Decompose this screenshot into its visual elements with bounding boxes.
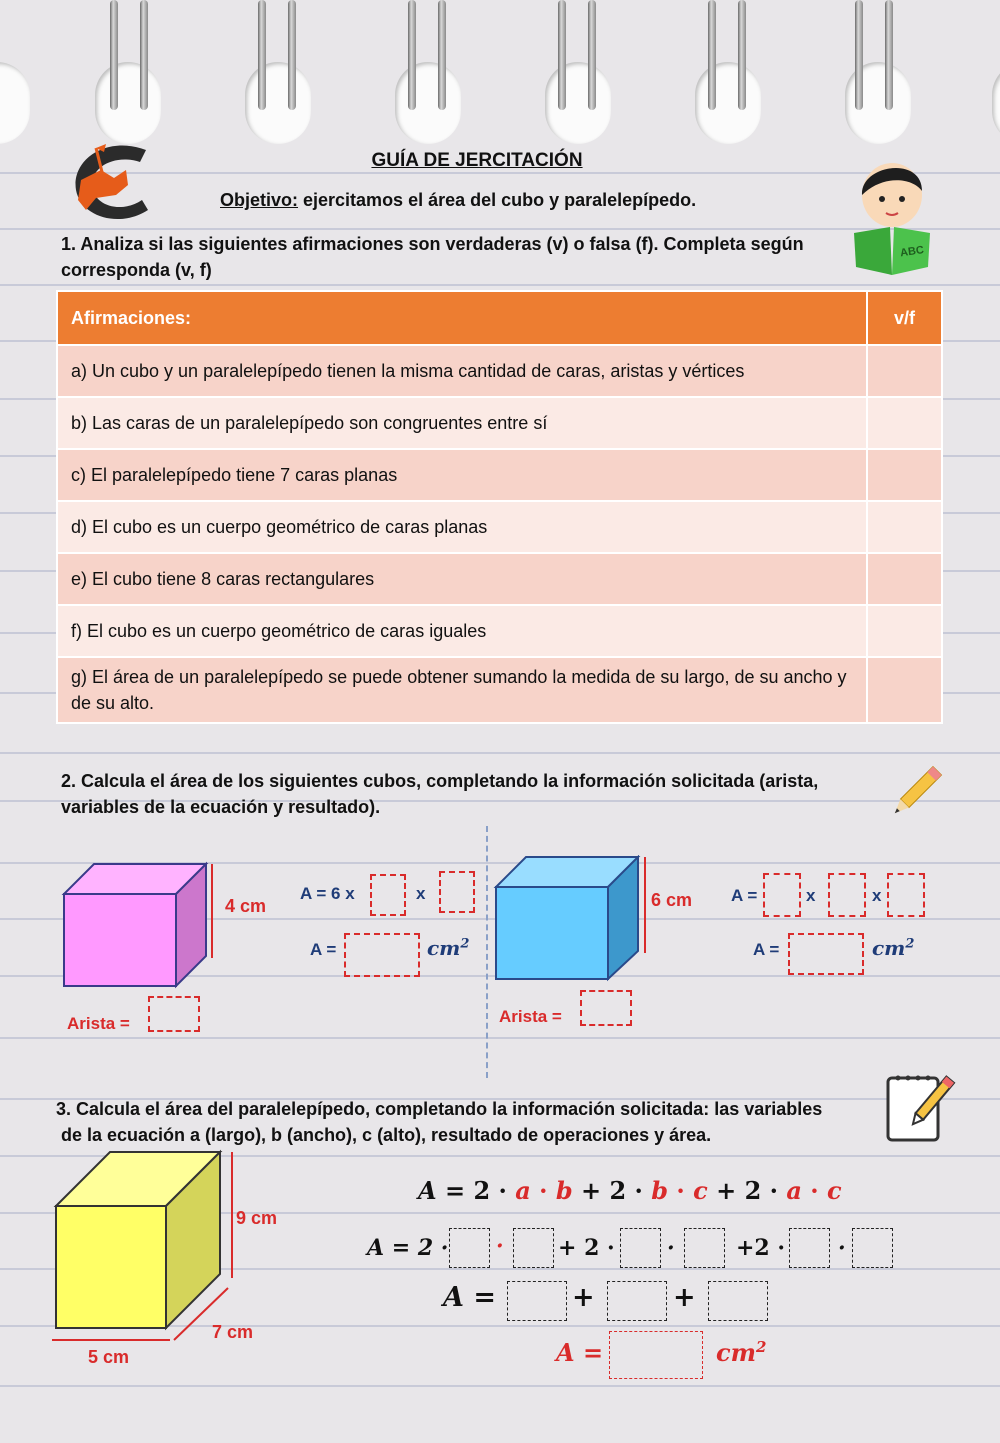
cube-2-times-1: x xyxy=(806,886,816,905)
statement-g: g) El área de un paralelepípedo se puede obtener sumando la medida de su largo, de su ancho y de su alto. xyxy=(57,657,867,723)
cube-1-unit-text: cm xyxy=(427,936,461,960)
cube-2-input-3[interactable] xyxy=(887,873,925,917)
table-row xyxy=(57,397,942,449)
cube-2-input-area[interactable] xyxy=(788,933,864,975)
cube-1-times: x xyxy=(416,884,426,903)
statement-f: f) El cubo es un cuerpo geométrico de caras iguales xyxy=(57,605,867,657)
cube-2-input-1[interactable] xyxy=(763,873,801,917)
line2-plus-1: + 2 · xyxy=(558,1235,615,1261)
cube-2-input-arista[interactable] xyxy=(580,990,632,1026)
cube-1-arista-label: Arista = xyxy=(67,1014,130,1033)
question-3-line-2: de la ecuación a (largo), b (ancho), c (alto), resultado de operaciones y área. xyxy=(61,1125,712,1145)
prism-figure xyxy=(52,1148,252,1348)
cube-2-unit-text: cm xyxy=(872,936,906,960)
line4-unit xyxy=(716,1338,766,1367)
line2-input-4[interactable] xyxy=(684,1228,725,1268)
table-row xyxy=(57,345,942,397)
cube-1-input-edge-2[interactable] xyxy=(439,871,475,913)
answer-cell-d[interactable] xyxy=(867,501,942,553)
line2-prefix: A = 2 · xyxy=(367,1235,449,1261)
answer-cell-g[interactable] xyxy=(867,657,942,723)
cube-2-times-2: x xyxy=(872,886,882,905)
cube-2-formula-prefix: A = xyxy=(731,886,758,905)
answer-cell-e[interactable] xyxy=(867,553,942,605)
cube-1-figure xyxy=(60,860,220,990)
cube-1-input-edge-1[interactable] xyxy=(370,874,406,916)
line3-input-3[interactable] xyxy=(708,1281,768,1321)
prism-depth-label: 7 cm xyxy=(212,1322,254,1342)
cube-1-input-area[interactable] xyxy=(344,933,420,977)
cube-2-arista-label: Arista = xyxy=(499,1007,562,1026)
line3-plus-2: + xyxy=(673,1282,696,1313)
cube-2-edge-label: 6 cm xyxy=(651,890,693,910)
objective-label: Objetivo: xyxy=(220,190,299,210)
line2-input-6[interactable] xyxy=(852,1228,893,1268)
question-2-line-1: 2. Calcula el área de los siguientes cubos, completando la información solicitada (arista, xyxy=(61,771,819,791)
question-1-line-2: corresponda (v, f) xyxy=(61,260,212,280)
table-row xyxy=(57,605,942,657)
boy-reading-icon xyxy=(852,155,932,275)
statement-a: a) Un cubo y un paralelepípedo tienen la misma cantidad de caras, aristas y vértices xyxy=(57,345,867,397)
line2-dot-2: · xyxy=(667,1235,675,1261)
table-row xyxy=(57,553,942,605)
line2-input-5[interactable] xyxy=(789,1228,830,1268)
cube-1-edge-label: 4 cm xyxy=(225,896,267,916)
question-2-prompt xyxy=(61,768,818,820)
statements-table xyxy=(56,290,943,724)
answer-cell-b[interactable] xyxy=(867,397,942,449)
pencil-icon xyxy=(884,760,948,824)
answer-cell-a[interactable] xyxy=(867,345,942,397)
line3-prefix: A = xyxy=(443,1282,496,1313)
line2-input-2[interactable] xyxy=(513,1228,554,1268)
question-1-line-1: 1. Analiza si las siguientes afirmaciones son verdaderas (v) o falsa (f). Completa según xyxy=(61,234,804,254)
table-row xyxy=(57,657,942,723)
cube-2-unit xyxy=(872,936,914,960)
question-1-prompt xyxy=(61,231,804,283)
line4-unit-exp: 2 xyxy=(756,1338,767,1356)
svg-text:ABC: ABC xyxy=(899,244,925,260)
cube-1-unit-exp: 2 xyxy=(460,936,470,952)
statement-b: b) Las caras de un paralelepípedo son congruentes entre sí xyxy=(57,397,867,449)
table-row xyxy=(57,449,942,501)
col-vf: v/f xyxy=(867,291,942,345)
line4-unit-text: cm xyxy=(716,1338,757,1367)
col-statements: Afirmaciones: xyxy=(57,291,867,345)
table-row xyxy=(57,501,942,553)
question-3-prompt xyxy=(56,1096,822,1148)
cube-1-formula-prefix: A = 6 x xyxy=(300,884,355,903)
prism-height-label: 9 cm xyxy=(236,1208,278,1228)
area-formula: A = 2 · a · b + 2 · b · c + 2 · a · c xyxy=(418,1176,842,1205)
page-title: GUÍA DE JERCITACIÓN xyxy=(371,150,583,171)
cube-1-input-arista[interactable] xyxy=(148,996,200,1032)
cube-divider xyxy=(486,826,488,1078)
line2-dot-1: · xyxy=(496,1233,504,1259)
cube-2-unit-exp: 2 xyxy=(905,936,915,952)
line3-input-2[interactable] xyxy=(607,1281,667,1321)
prism-width-label: 5 cm xyxy=(88,1347,130,1367)
line2-dot-3: · xyxy=(838,1235,846,1261)
cube-2-input-2[interactable] xyxy=(828,873,866,917)
line4-prefix: A = xyxy=(556,1338,604,1367)
line2-input-3[interactable] xyxy=(620,1228,661,1268)
answer-cell-c[interactable] xyxy=(867,449,942,501)
line3-plus-1: + xyxy=(572,1282,595,1313)
objective-text: ejercitamos el área del cubo y paralelepípedo. xyxy=(298,190,697,210)
line4-input-area[interactable] xyxy=(609,1331,703,1379)
line2-input-1[interactable] xyxy=(449,1228,490,1268)
question-2-line-2: variables de la ecuación y resultado). xyxy=(61,797,381,817)
line2-plus-2: +2 · xyxy=(736,1235,786,1261)
question-3-line-1: 3. Calcula el área del paralelepípedo, completando la información solicitada: las variables xyxy=(56,1099,823,1119)
statement-c: c) El paralelepípedo tiene 7 caras planas xyxy=(57,449,867,501)
answer-cell-f[interactable] xyxy=(867,605,942,657)
statement-d: d) El cubo es un cuerpo geométrico de caras planas xyxy=(57,501,867,553)
cube-2-result-prefix: A = xyxy=(753,940,780,959)
table-header-row xyxy=(57,291,942,345)
notepad-pencil-icon xyxy=(884,1070,958,1144)
line3-input-1[interactable] xyxy=(507,1281,567,1321)
cube-1-unit xyxy=(427,936,469,960)
cube-2-figure xyxy=(492,855,652,985)
cube-1-result-prefix: A = xyxy=(310,940,337,959)
objective xyxy=(220,190,696,211)
statement-e: e) El cubo tiene 8 caras rectangulares xyxy=(57,553,867,605)
